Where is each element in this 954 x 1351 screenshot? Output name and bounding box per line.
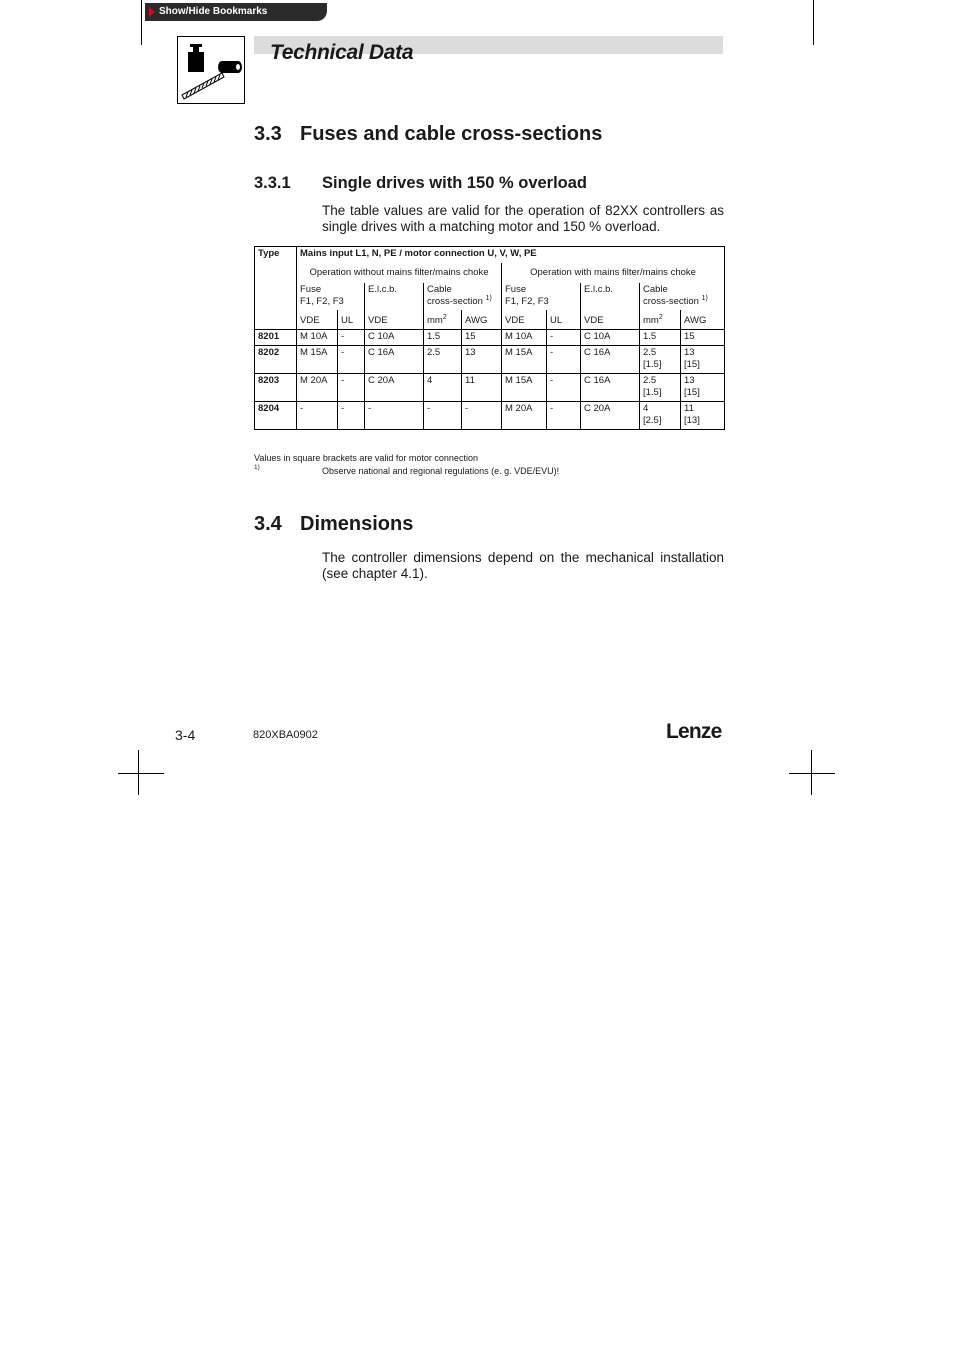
table-cell [365,402,424,430]
cell-value: [1.5] [643,359,662,370]
cell-value: 13 [684,375,695,386]
table-body [255,330,725,430]
table-cell [581,402,640,430]
mains-header: Mains input L1, N, PE / motor connection U, V, W, PE [297,247,725,264]
cell-value: M 15A [505,347,533,358]
footnote-text: Observe national and regional regulations (e. g. VDE/EVU)! [322,466,560,476]
unit-awg: AWG [462,310,502,330]
cell-value: 1.5 [643,331,657,342]
cell-value: - [300,403,304,414]
table-cell [338,330,365,346]
footnote-mark: 1) [254,464,260,471]
cell-value: 11 [684,403,694,414]
cell-value: M 20A [505,403,533,414]
crop-mark [118,773,164,774]
cell-value: [13] [684,415,700,426]
table-cell [424,330,462,346]
table-cell [424,346,462,374]
table-cell [502,346,547,374]
cell-value: - [550,375,554,386]
table-cell [681,330,725,346]
cell-value: - [550,331,554,342]
cell-value: 13 [684,347,695,358]
triangle-right-icon [149,7,155,17]
unit-mm2: $mm^2$ [424,310,462,330]
table-cell [547,330,581,346]
cell-value: C 16A [584,347,611,358]
type-cell: 8202 [255,346,297,374]
table-cell [365,374,424,402]
table-cell [502,330,547,346]
fuse-header: Fuse F1, F2, F3 [505,284,549,307]
cell-value: - [341,375,345,386]
crop-mark [141,0,142,45]
cell-value: [15] [684,387,700,398]
table-cell [502,374,547,402]
table-cell [297,346,338,374]
table-cell [462,330,502,346]
cell-value: C 16A [584,375,611,386]
type-cell: 8203 [255,374,297,402]
unit-vde: VDE [581,310,640,330]
table-row [255,374,725,402]
dimensions-paragraph: The controller dimensions depend on the mechanical installation (see chapter 4.1). [322,550,724,581]
cell-value: [1.5] [643,387,662,398]
cell-value: - [427,403,431,414]
table-row [255,402,725,430]
cell-value: M 20A [300,375,328,386]
table-cell [640,374,681,402]
fuse-table [254,246,725,430]
table-cell [681,402,725,430]
crop-mark [813,0,814,45]
type-header: Type [255,247,297,311]
lenze-logo: Lenze [666,720,722,743]
cell-value: - [368,403,372,414]
group-without-filter: Operation without mains filter/mains choke [297,263,502,283]
cell-value: 11 [465,375,475,386]
cell-value: 4 [427,375,433,386]
document-code: 820XBA0902 [253,729,318,741]
table-cell [640,330,681,346]
elcb-header: E.l.c.b. [365,283,424,310]
table-cell [338,402,365,430]
unit-mm2: $mm^2$ [640,310,681,330]
group-with-filter: Operation with mains filter/mains choke [502,263,725,283]
table-cell [424,402,462,430]
cell-value: M 10A [300,331,328,342]
crop-mark [811,750,812,795]
cell-value: C 20A [368,375,395,386]
cell-value: 15 [684,331,695,342]
cell-value: - [550,403,554,414]
table-cell [640,402,681,430]
page-title: Technical Data [270,41,414,64]
table-cell [547,402,581,430]
table-cell [547,346,581,374]
brackets-note: Values in square brackets are valid for motor connection [254,453,478,463]
cell-value: 2.5 [643,375,657,386]
cable-header: Cable cross-section $^{1)}$ [424,283,502,310]
unit-vde: VDE [365,310,424,330]
table-cell [681,374,725,402]
cell-value: C 16A [368,347,395,358]
unit-awg: AWG [681,310,725,330]
cell-value: C 10A [368,331,395,342]
cell-value: 2.5 [643,347,657,358]
cell-value: - [550,347,554,358]
unit-vde: VDE [502,310,547,330]
table-cell [581,330,640,346]
table-cell [424,374,462,402]
table-cell [338,346,365,374]
table-row [255,346,725,374]
table-cell [462,346,502,374]
table-cell [365,346,424,374]
cell-value: 13 [465,347,476,358]
table-row [255,330,725,346]
table-cell [547,374,581,402]
cell-value: 2.5 [427,347,441,358]
type-cell: 8201 [255,330,297,346]
cell-value: [2.5] [643,415,662,426]
drive-motor-icon [177,36,245,104]
bookmark-tab-label: Show/Hide Bookmarks [159,6,268,17]
table-cell [462,402,502,430]
cell-value: M 10A [505,331,533,342]
cell-value: - [465,403,469,414]
crop-mark [138,750,139,795]
intro-paragraph: The table values are valid for the operation of 82XX controllers as single drives with a matching motor and 150 % overload. [322,203,724,234]
table-cell [297,330,338,346]
unit-vde: VDE [297,310,338,330]
cell-value: 15 [465,331,476,342]
cell-value: C 10A [584,331,611,342]
cell-value: M 15A [505,375,533,386]
table-cell [365,330,424,346]
unit-ul: UL [338,310,365,330]
fuse-header: Fuse F1, F2, F3 [300,284,344,307]
table-cell [462,374,502,402]
table-cell [681,346,725,374]
cell-value: [15] [684,359,700,370]
cable-header: Cable cross-section $^{1)}$ [640,283,725,310]
cell-value: - [341,331,345,342]
section-heading-3-3: 3.3 Fuses and cable cross-sections [254,123,603,145]
section-heading-3-4: 3.4 Dimensions [254,513,414,535]
cell-value: C 20A [584,403,611,414]
table-cell [640,346,681,374]
table-cell [502,402,547,430]
subsection-heading-3-3-1: 3.3.1 Single drives with 150 % overload [254,174,588,192]
crop-mark [789,773,835,774]
table-cell [297,402,338,430]
elcb-header: E.l.c.b. [581,283,640,310]
table-cell [297,374,338,402]
show-hide-bookmarks-button[interactable] [145,3,327,21]
table-cell [581,374,640,402]
unit-ul: UL [547,310,581,330]
table-cell [338,374,365,402]
type-cell: 8204 [255,402,297,430]
cell-value: - [341,347,345,358]
cell-value: 1.5 [427,331,441,342]
cell-value: 4 [643,403,649,414]
cell-value: M 15A [300,347,328,358]
cell-value: - [341,403,345,414]
table-cell [581,346,640,374]
page-number: 3-4 [175,727,196,743]
